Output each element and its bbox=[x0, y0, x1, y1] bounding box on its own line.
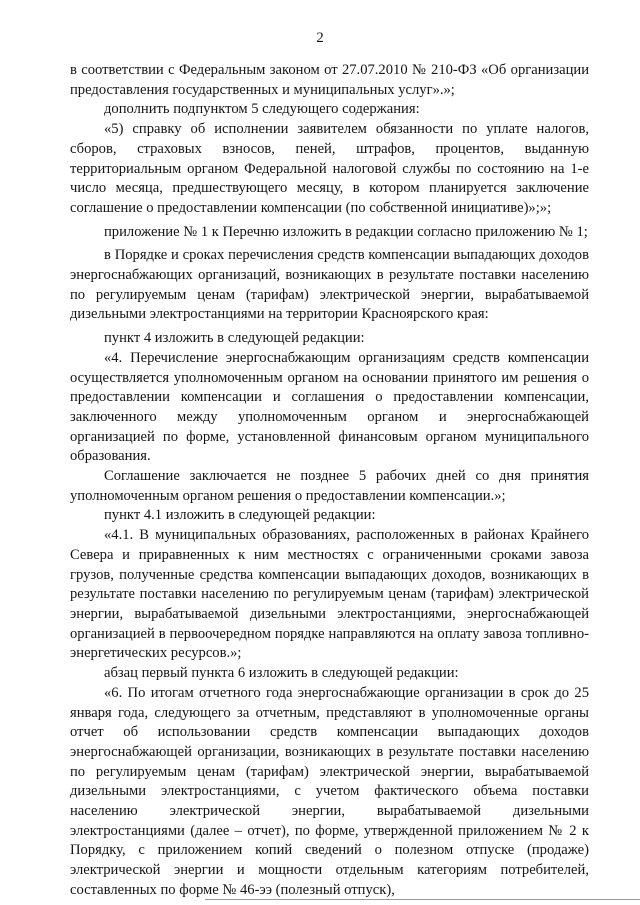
paragraph-clause-4: «4. Перечисление энергоснабжающим организациям средств компенсации осуществляется уполномоченным органом на основании принятого им решения о предоставлении компенсации и соглашения о предоставлении компенсации, заключенного между уполномоченным органом и энергоснабжающей организацией по форме, установленной финансовым органом муниципального образования. bbox=[70, 349, 589, 465]
paragraph-procedure-title: в Порядке и сроках перечисления средств компенсации выпадающих доходов энергоснабжающих организаций, возникающих в результате поставки населению по регулируемым ценам (тарифам) электрической энергии, вырабатываемой дизельными электростанциями на территории Красноярского края: bbox=[70, 247, 589, 323]
paragraph-clause-6: «6. По итогам отчетного года энергоснабжающие организации в срок до 25 января года, следующего за отчетным, представляют в уполномоченные органы отчет об использовании средств компенсации выпадающих доходов энергоснабжающей организации, возникающих в результате поставки населению по регулируемым ценам (тарифам) электрической энергии, вырабатываемой дизельными электростанциями, с учетом фактического объема поставки населению электрической энергии, вырабатываемой дизельными электростанциями (далее – отчет), по форме, утвержденной приложением № 2 к Порядку, с приложением копий сведений о полезном отпуске (продаже) электрической энергии и мощности отдельным категориям потребителей, составленных по форме № 46-ээ (полезный отпуск), bbox=[70, 684, 589, 898]
paragraph-add-subclause: дополнить подпунктом 5 следующего содержания: bbox=[104, 101, 420, 118]
paragraph-clause-4-1: «4.1. В муниципальных образованиях, расположенных в районах Крайнего Севера и приравненных к ним местностях с ограниченными сроками завоза грузов, полученные средства компенсации выпадающих доходов, возникающих в результате поставки населению по регулируемым ценам (тарифам) электрической энергии, вырабатываемой дизельными электростанциями, энергоснабжающей организацией в первоочередном порядке направляются на оплату завоза топливно-энергетических ресурсов.»; bbox=[70, 527, 589, 662]
paragraph-clause-6-intro: абзац первый пункта 6 изложить в следующей редакции: bbox=[104, 665, 459, 682]
page-edge-line bbox=[205, 899, 640, 900]
paragraph-law-reference: в соответствии с Федеральным законом от 27.07.2010 № 210-ФЗ «Об организации предоставления государственных и муниципальных услуг».»; bbox=[70, 62, 589, 98]
page-number: 2 bbox=[316, 30, 324, 46]
paragraph-subclause-5: «5) справку об исполнении заявителем обязанности по уплате налогов, сборов, страховых взносов, пеней, штрафов, процентов, выданную территориальным органом Федеральной налоговой службы по состоянию на 1-е число месяца, предшествующего месяцу, в котором планируется заключение соглашение о предоставлении компенсации (по собственной инициативе)»;»; bbox=[70, 121, 589, 216]
paragraph-agreement: Соглашение заключается не позднее 5 рабочих дней со дня принятия уполномоченным органом решения о предоставлении компенсации.»; bbox=[70, 468, 589, 504]
paragraph-clause-4-intro: пункт 4 изложить в следующей редакции: bbox=[104, 330, 365, 347]
paragraph-clause-4-1-intro: пункт 4.1 изложить в следующей редакции: bbox=[104, 507, 376, 524]
document-body bbox=[70, 61, 589, 901]
paragraph-appendix-1: приложение № 1 к Перечню изложить в редакции согласно приложению № 1; bbox=[104, 223, 588, 240]
